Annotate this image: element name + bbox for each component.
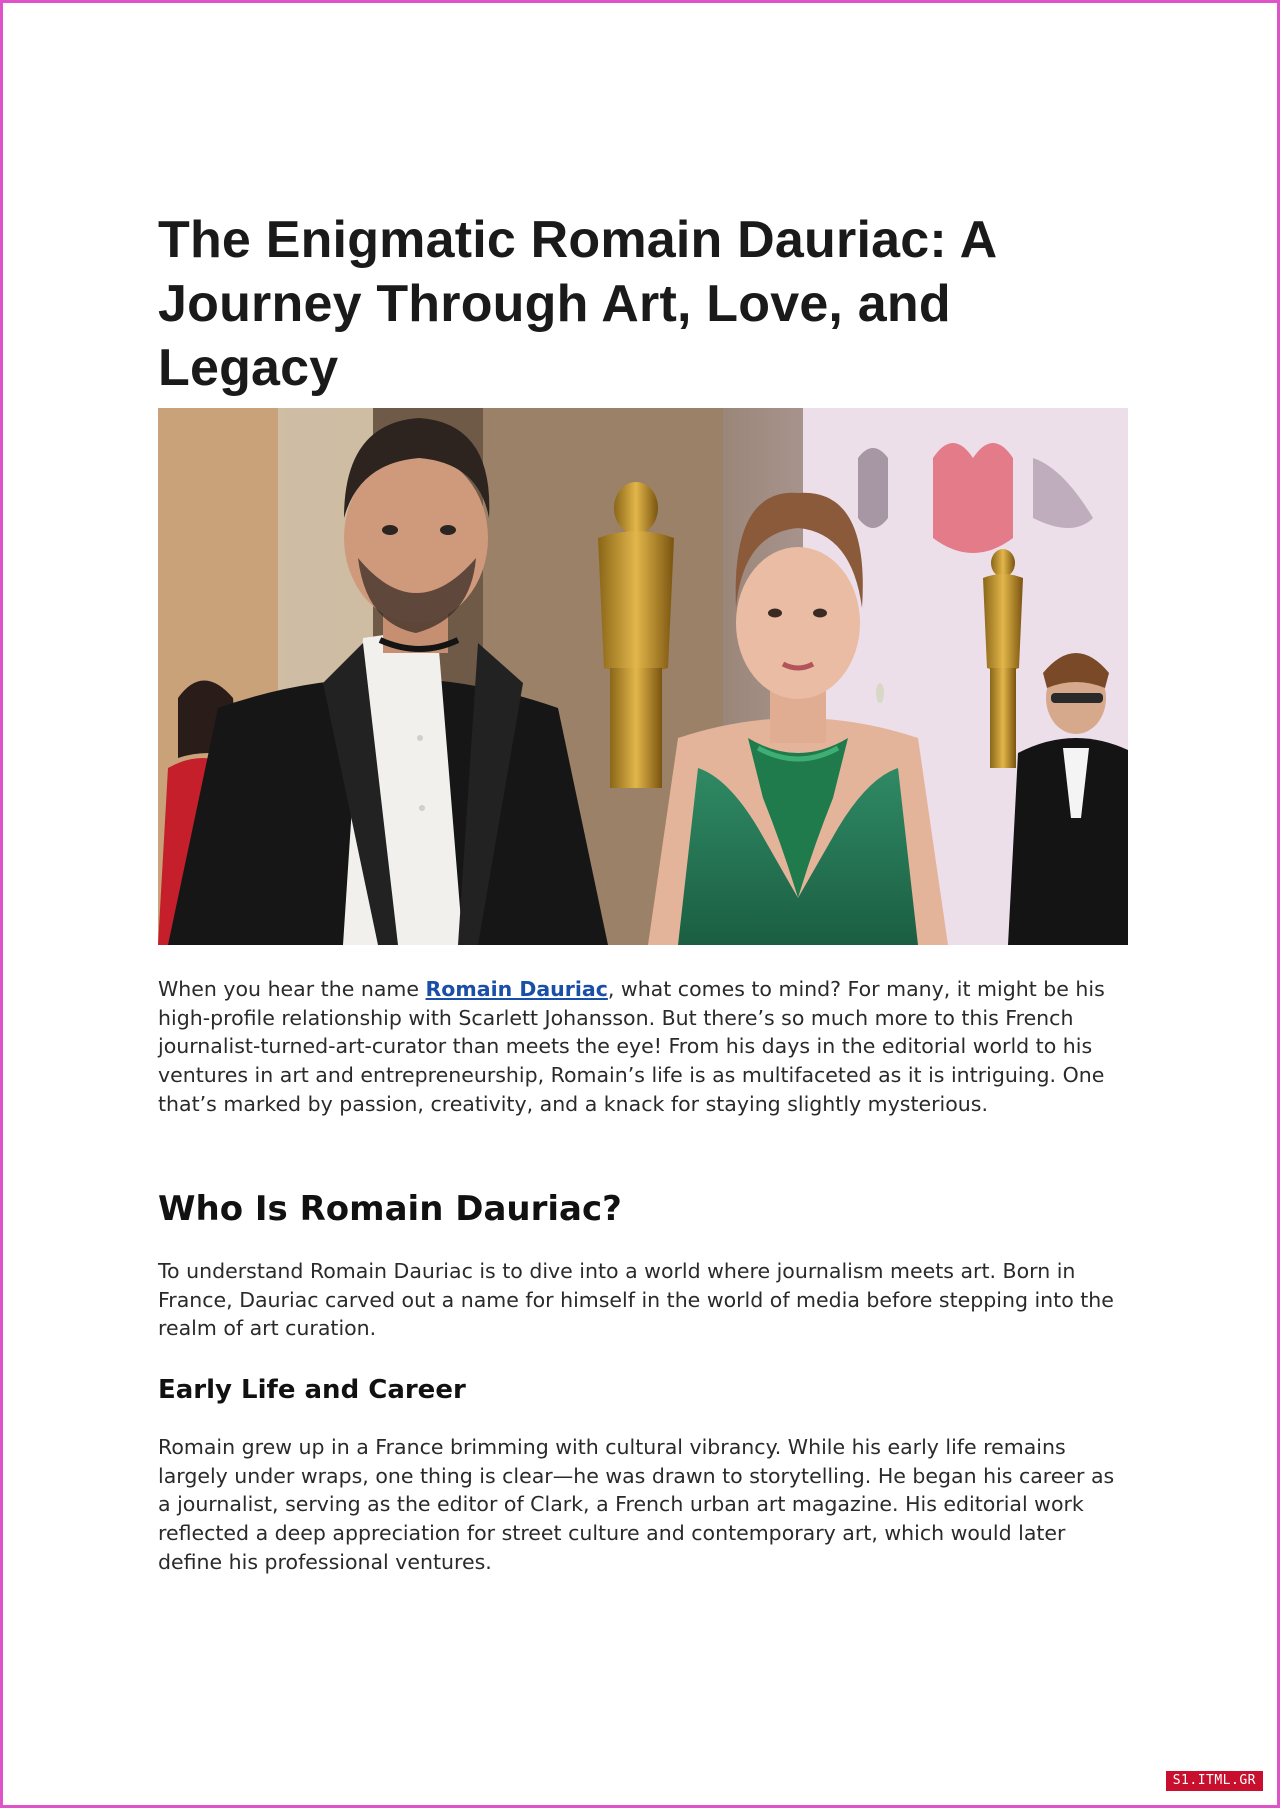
section-heading-early-life: Early Life and Career: [158, 1375, 466, 1405]
section-heading-who-is: Who Is Romain Dauriac?: [158, 1189, 622, 1229]
section-paragraph-early-life: Romain grew up in a France brimming with cultural vibrancy. While his early life remains largely under wraps, one thing is clear—he was drawn to storytelling. He began his career as a journalist, serving as the editor of Clark, a French urban art magazine. His editorial work reflected a deep appreciation for street culture and contemporary art, which would later define his professional ventures.: [158, 1435, 1115, 1574]
intro-text-after: , what comes to mind? For many, it might be his high-profile relationship with Scarlett Johansson. But there’s so much more to this French journalist-turned-art-curator than meets the eye! From his days in the editorial world to his ventures in art and entrepreneurship, Romain’s life is as multifaceted as it is intriguing. One that’s marked by passion, creativity, and a knack for staying slightly mysterious.: [158, 977, 1105, 1116]
article-title: The Enigmatic Romain Dauriac: A Journey Through Art, Love, and Legacy: [158, 211, 996, 397]
intro-paragraph: [158, 975, 1133, 1119]
watermark-badge: S1.ITML.GR: [1166, 1771, 1263, 1791]
intro-text-before: When you hear the name: [158, 977, 426, 1001]
hero-photo: [158, 408, 1128, 945]
romain-dauriac-link[interactable]: Romain Dauriac: [425, 977, 608, 1001]
section-paragraph-who-is: To understand Romain Dauriac is to dive into a world where journalism meets art. Born in France, Dauriac carved out a name for himself in the world of media before stepping into the realm of art curation.: [158, 1259, 1114, 1341]
